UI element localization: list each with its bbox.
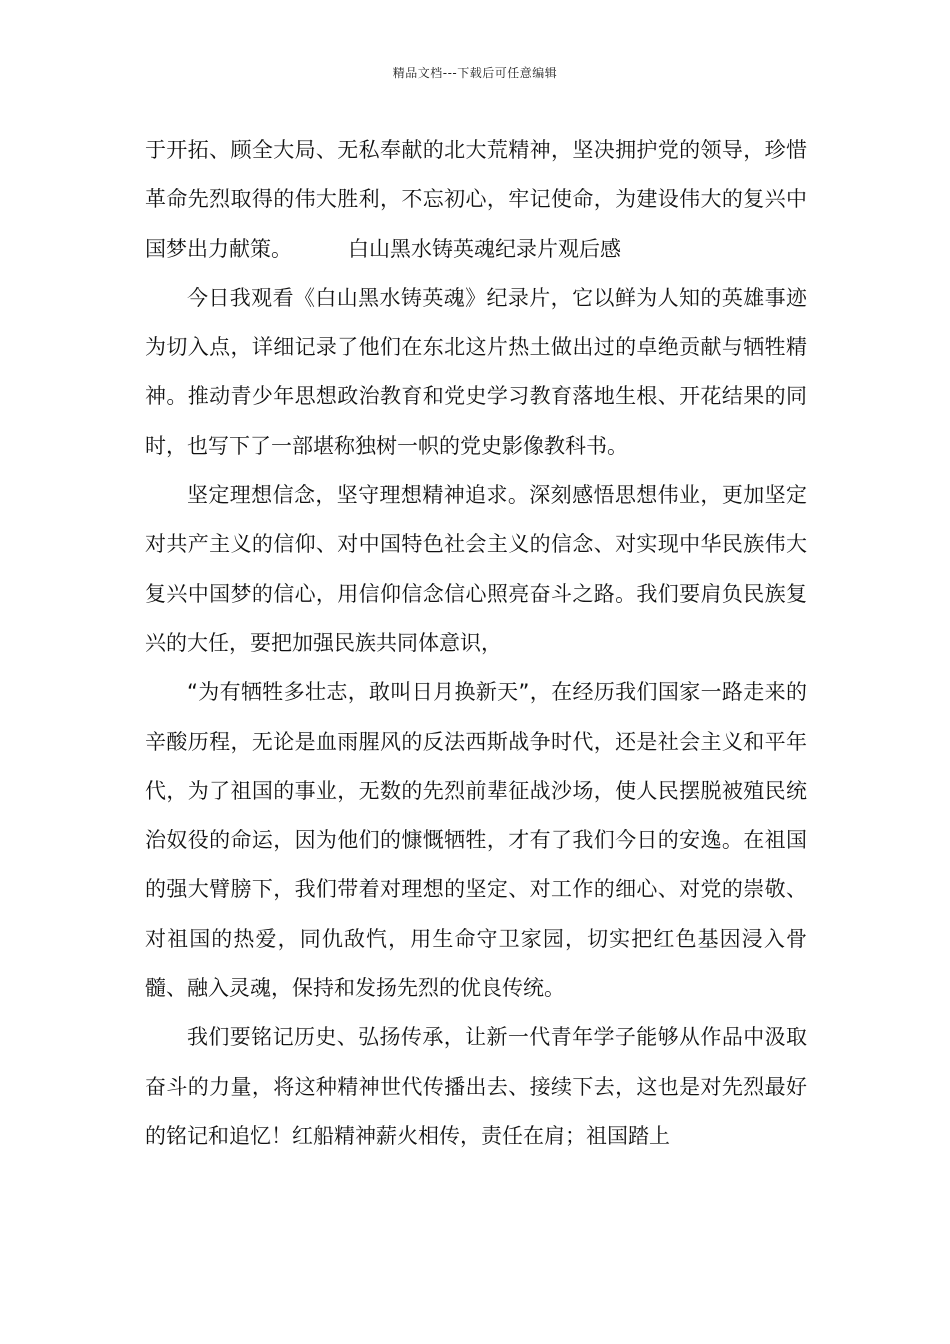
paragraph: 今日我观看《白山黑水铸英魂》纪录片，它以鲜为人知的英雄事迹为切入点，详细记录了他们在东北这片热土做出过的卓绝贡献与牺牲精神。推动青少年思想政治教育和党史学习教育落地生根、开花结果的同时，也写下了一部堪称独树一帜的党史影像教科书。: [145, 285, 807, 458]
section-title: 白山黑水铸英魂纪录片观后感: [348, 236, 621, 261]
paragraph-text: 于开拓、顾全大局、无私奉献的北大荒精神，坚决拥护党的领导，珍惜革命先烈取得的伟大胜利，不忘初心，牢记使命，为建设伟大的复兴中国梦出力献策。: [145, 138, 807, 261]
paragraph-continuation: [145, 126, 807, 274]
page-header: 精品文档---下载后可任意编辑: [392, 66, 558, 80]
paragraph: 坚定理想信念，坚守理想精神追求。深刻感悟思想伟业，更加坚定对共产主义的信仰、对中国特色社会主义的信念、对实现中华民族伟大复兴中国梦的信心，用信仰信念信心照亮奋斗之路。我们要肩负民族复兴的大任，要把加强民族共同体意识，: [145, 483, 807, 655]
paragraph: 我们要铭记历史、弘扬传承，让新一代青年学子能够从作品中汲取奋斗的力量，将这种精神世代传播出去、接续下去，这也是对先烈最好的铭记和追忆！红船精神薪火相传，责任在肩；祖国踏上: [145, 1025, 807, 1148]
document-body: [145, 126, 807, 1161]
paragraph: “为有牺牲多壮志，敢叫日月换新天”，在经历我们国家一路走来的辛酸历程，无论是血雨腥风的反法西斯战争时代，还是社会主义和平年代，为了祖国的事业，无数的先烈前辈征战沙场，使人民摆脱被殖民统治奴役的命运，因为他们的慷慨牺牲，才有了我们今日的安逸。在祖国的强大臂膀下，我们带着对理想的坚定、对工作的细心、对党的崇敬、对祖国的热爱，同仇敌忾，用生命守卫家园，切实把红色基因浸入骨髓、融入灵魂，保持和发扬先烈的优良传统。: [145, 680, 807, 1001]
